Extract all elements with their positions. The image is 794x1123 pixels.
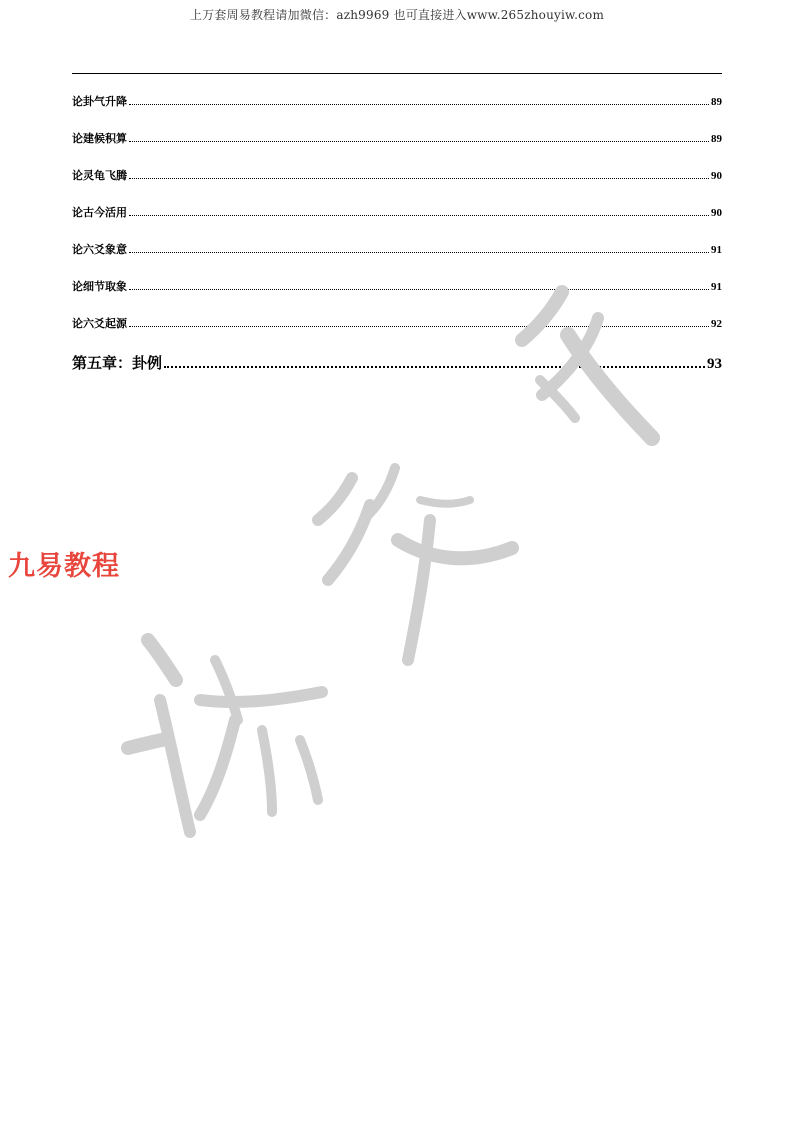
page-header: 上万套周易教程请加微信：azh9969 也可直接进入www.265zhouyiw.com — [189, 8, 605, 22]
toc-entry-title: 论建候积算 — [72, 132, 127, 145]
watermark-stroke — [300, 740, 318, 800]
watermark-stroke — [200, 692, 322, 702]
toc-entry-page: 91 — [711, 281, 722, 293]
toc-entry-title: 论卦气升降 — [72, 95, 127, 108]
toc-entry-page: 89 — [711, 133, 722, 145]
toc-entry-title: 论古今活用 — [72, 206, 127, 219]
toc-entry-title: 论细节取象 — [72, 280, 127, 293]
watermark-stroke — [398, 540, 512, 558]
toc-entry-title: 论六爻象意 — [72, 243, 127, 256]
toc-entry-title: 论灵龟飞腾 — [72, 169, 127, 182]
toc-chapter-page: 93 — [707, 356, 722, 372]
toc-entry-title: 论六爻起源 — [72, 317, 127, 330]
toc-entry-page: 92 — [711, 318, 722, 330]
watermark-stroke — [522, 292, 562, 340]
watermark-stroke — [262, 730, 272, 812]
watermark-stroke — [318, 478, 352, 520]
watermark-stroke — [568, 335, 652, 438]
watermark-stroke — [128, 740, 162, 748]
toc-chapter-title: 第五章：卦例 — [72, 354, 163, 372]
watermark-stroke — [148, 640, 176, 680]
toc-entry-page: 91 — [711, 244, 722, 256]
watermark-logo: 九易教程 — [8, 551, 120, 582]
watermark-stroke — [420, 500, 470, 504]
watermark-stroke — [160, 700, 190, 832]
toc-entry-page: 89 — [711, 96, 722, 108]
toc-entry-page: 90 — [711, 170, 722, 182]
watermark-stroke — [215, 660, 238, 720]
toc-entry-page: 90 — [711, 207, 722, 219]
watermark-stroke — [200, 720, 235, 815]
watermark-stroke — [368, 468, 395, 515]
